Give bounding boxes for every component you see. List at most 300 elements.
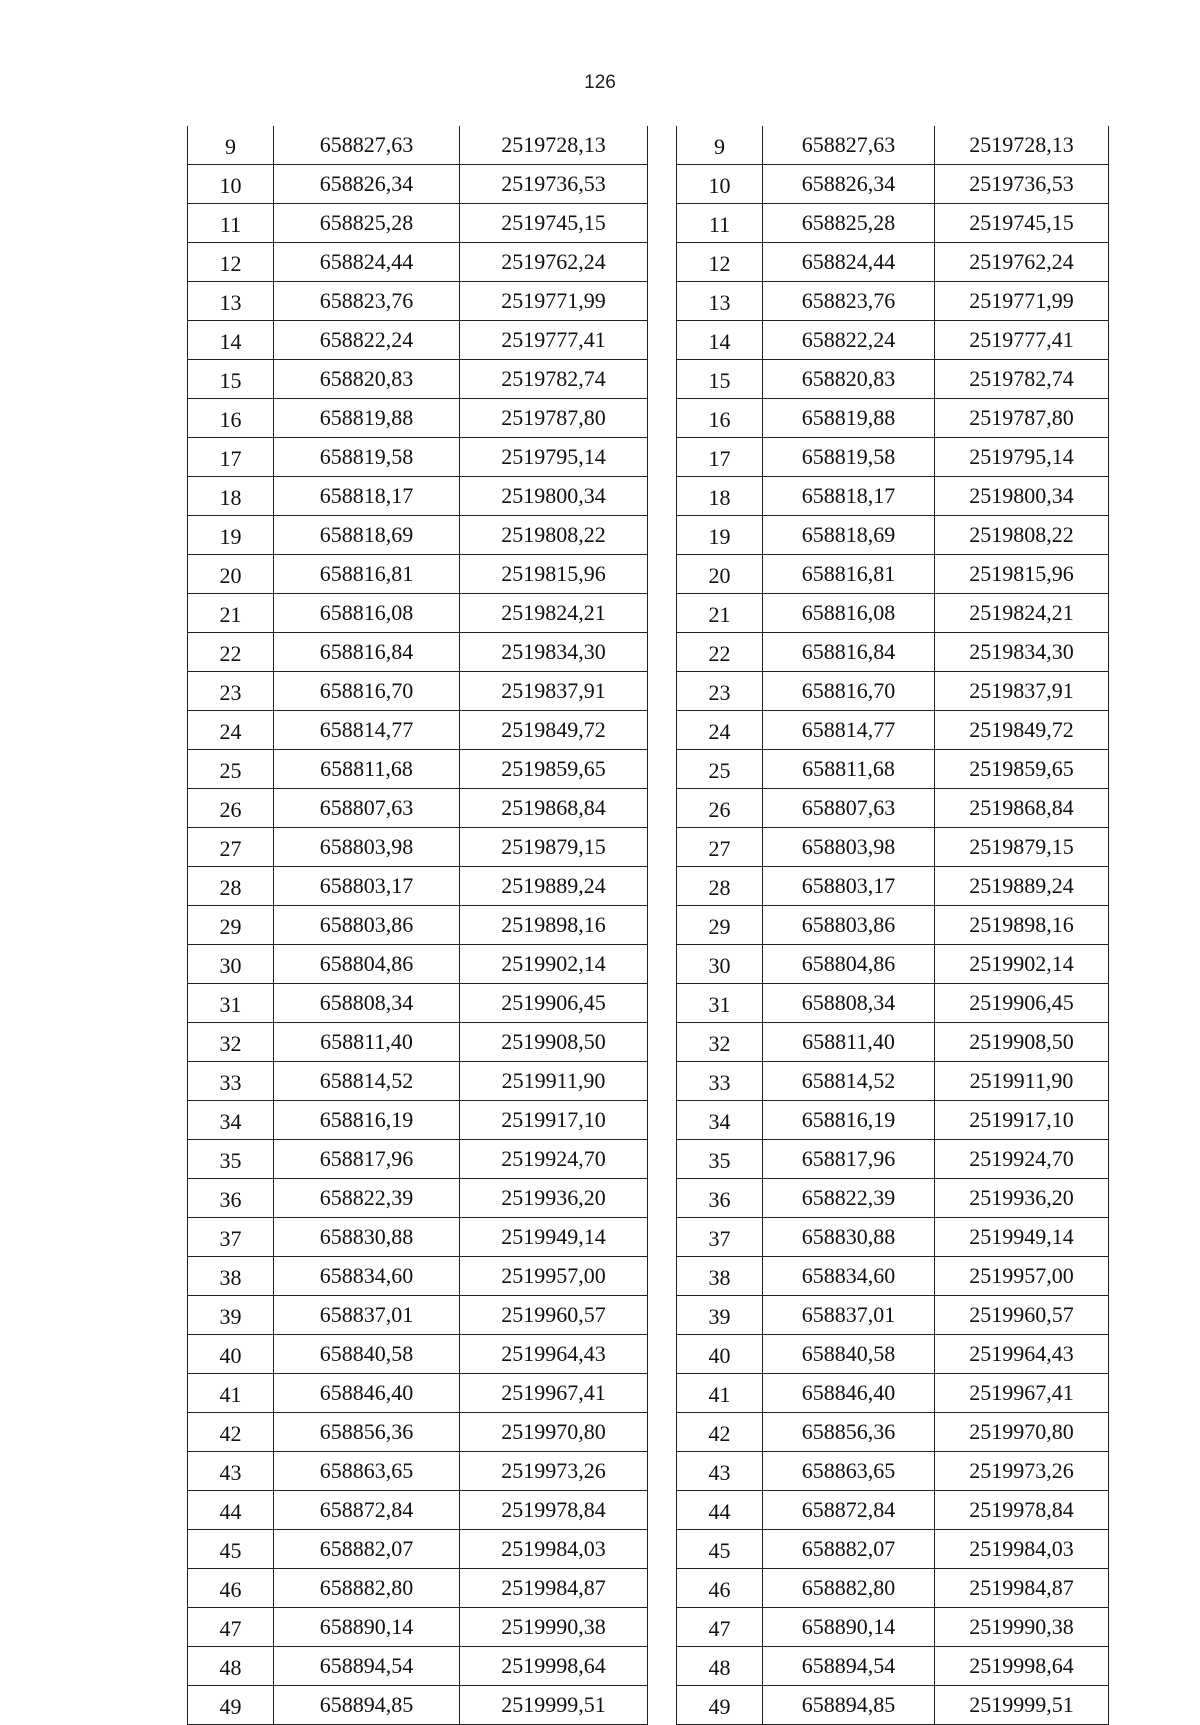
y-coordinate-cell: 2519949,14 — [935, 1218, 1109, 1257]
point-number-cell: 25 — [677, 750, 763, 789]
table-row — [677, 1374, 1109, 1413]
point-number-cell: 32 — [188, 1023, 274, 1062]
x-coordinate-cell: 658825,28 — [763, 204, 935, 243]
y-coordinate-cell: 2519834,30 — [460, 633, 648, 672]
point-number-cell: 20 — [188, 555, 274, 594]
point-number-cell: 30 — [677, 945, 763, 984]
point-number-cell: 9 — [188, 126, 274, 165]
table-row — [188, 711, 648, 750]
table-row — [188, 1374, 648, 1413]
y-coordinate-cell: 2519967,41 — [935, 1374, 1109, 1413]
point-number-cell: 45 — [188, 1530, 274, 1569]
table-row — [677, 282, 1109, 321]
table-row — [188, 945, 648, 984]
point-number-cell: 48 — [677, 1647, 763, 1686]
x-coordinate-cell: 658803,17 — [274, 867, 460, 906]
point-number-cell: 47 — [677, 1608, 763, 1647]
y-coordinate-cell: 2519736,53 — [460, 165, 648, 204]
y-coordinate-cell: 2519815,96 — [460, 555, 648, 594]
point-number-cell: 45 — [677, 1530, 763, 1569]
point-number-cell: 49 — [677, 1686, 763, 1725]
y-coordinate-cell: 2519800,34 — [460, 477, 648, 516]
table-row — [677, 516, 1109, 555]
table-row — [188, 984, 648, 1023]
x-coordinate-cell: 658822,24 — [274, 321, 460, 360]
x-coordinate-cell: 658840,58 — [763, 1335, 935, 1374]
point-number-cell: 12 — [188, 243, 274, 282]
table-row — [188, 1296, 648, 1335]
y-coordinate-cell: 2519984,03 — [935, 1530, 1109, 1569]
x-coordinate-cell: 658882,80 — [763, 1569, 935, 1608]
table-row — [677, 321, 1109, 360]
point-number-cell: 46 — [677, 1569, 763, 1608]
table-row — [188, 1569, 648, 1608]
table-row — [188, 750, 648, 789]
x-coordinate-cell: 658826,34 — [274, 165, 460, 204]
point-number-cell: 18 — [677, 477, 763, 516]
table-row — [188, 399, 648, 438]
x-coordinate-cell: 658823,76 — [763, 282, 935, 321]
y-coordinate-cell: 2519902,14 — [935, 945, 1109, 984]
point-number-cell: 12 — [677, 243, 763, 282]
y-coordinate-cell: 2519924,70 — [460, 1140, 648, 1179]
point-number-cell: 40 — [188, 1335, 274, 1374]
x-coordinate-cell: 658814,52 — [274, 1062, 460, 1101]
x-coordinate-cell: 658803,98 — [763, 828, 935, 867]
x-coordinate-cell: 658822,39 — [763, 1179, 935, 1218]
x-coordinate-cell: 658826,34 — [763, 165, 935, 204]
point-number-cell: 26 — [188, 789, 274, 828]
x-coordinate-cell: 658882,80 — [274, 1569, 460, 1608]
table-row — [677, 360, 1109, 399]
table-row — [677, 126, 1109, 165]
point-number-cell: 27 — [188, 828, 274, 867]
x-coordinate-cell: 658863,65 — [763, 1452, 935, 1491]
y-coordinate-cell: 2519815,96 — [935, 555, 1109, 594]
x-coordinate-cell: 658816,19 — [763, 1101, 935, 1140]
x-coordinate-cell: 658814,52 — [763, 1062, 935, 1101]
y-coordinate-cell: 2519777,41 — [935, 321, 1109, 360]
y-coordinate-cell: 2519957,00 — [460, 1257, 648, 1296]
point-number-cell: 13 — [677, 282, 763, 321]
y-coordinate-cell: 2519868,84 — [935, 789, 1109, 828]
x-coordinate-cell: 658822,24 — [763, 321, 935, 360]
table-row — [188, 1686, 648, 1725]
y-coordinate-cell: 2519908,50 — [460, 1023, 648, 1062]
x-coordinate-cell: 658816,84 — [274, 633, 460, 672]
x-coordinate-cell: 658814,77 — [763, 711, 935, 750]
point-number-cell: 17 — [188, 438, 274, 477]
point-number-cell: 23 — [677, 672, 763, 711]
table-row — [188, 633, 648, 672]
y-coordinate-cell: 2519762,24 — [460, 243, 648, 282]
y-coordinate-cell: 2519990,38 — [935, 1608, 1109, 1647]
table-row — [677, 1140, 1109, 1179]
x-coordinate-cell: 658820,83 — [763, 360, 935, 399]
y-coordinate-cell: 2519924,70 — [935, 1140, 1109, 1179]
table-row — [188, 1218, 648, 1257]
table-row — [188, 477, 648, 516]
table-row — [677, 165, 1109, 204]
x-coordinate-cell: 658827,63 — [274, 126, 460, 165]
y-coordinate-cell: 2519984,87 — [935, 1569, 1109, 1608]
table-row — [188, 789, 648, 828]
y-coordinate-cell: 2519824,21 — [935, 594, 1109, 633]
y-coordinate-cell: 2519868,84 — [460, 789, 648, 828]
y-coordinate-cell: 2519906,45 — [935, 984, 1109, 1023]
x-coordinate-cell: 658837,01 — [274, 1296, 460, 1335]
point-number-cell: 34 — [677, 1101, 763, 1140]
point-number-cell: 32 — [677, 1023, 763, 1062]
point-number-cell: 16 — [677, 399, 763, 438]
y-coordinate-cell: 2519849,72 — [935, 711, 1109, 750]
point-number-cell: 39 — [677, 1296, 763, 1335]
y-coordinate-cell: 2519984,87 — [460, 1569, 648, 1608]
point-number-cell: 29 — [677, 906, 763, 945]
x-coordinate-cell: 658824,44 — [274, 243, 460, 282]
point-number-cell: 21 — [677, 594, 763, 633]
y-coordinate-cell: 2519898,16 — [935, 906, 1109, 945]
table-row — [677, 594, 1109, 633]
table-row — [188, 1530, 648, 1569]
table-row — [677, 1062, 1109, 1101]
point-number-cell: 46 — [188, 1569, 274, 1608]
point-number-cell: 47 — [188, 1608, 274, 1647]
table-row — [188, 1491, 648, 1530]
y-coordinate-cell: 2519964,43 — [935, 1335, 1109, 1374]
table-row — [188, 672, 648, 711]
y-coordinate-cell: 2519998,64 — [460, 1647, 648, 1686]
y-coordinate-cell: 2519824,21 — [460, 594, 648, 633]
point-number-cell: 26 — [677, 789, 763, 828]
coordinates-table-left — [187, 126, 648, 1725]
y-coordinate-cell: 2519967,41 — [460, 1374, 648, 1413]
table-row — [188, 1023, 648, 1062]
point-number-cell: 21 — [188, 594, 274, 633]
x-coordinate-cell: 658863,65 — [274, 1452, 460, 1491]
table-row — [677, 672, 1109, 711]
table-row — [188, 828, 648, 867]
y-coordinate-cell: 2519834,30 — [935, 633, 1109, 672]
point-number-cell: 11 — [188, 204, 274, 243]
table-row — [677, 243, 1109, 282]
x-coordinate-cell: 658807,63 — [274, 789, 460, 828]
x-coordinate-cell: 658882,07 — [763, 1530, 935, 1569]
y-coordinate-cell: 2519889,24 — [460, 867, 648, 906]
table-row — [677, 1608, 1109, 1647]
table-row — [677, 1569, 1109, 1608]
point-number-cell: 19 — [677, 516, 763, 555]
x-coordinate-cell: 658817,96 — [274, 1140, 460, 1179]
point-number-cell: 19 — [188, 516, 274, 555]
x-coordinate-cell: 658811,68 — [274, 750, 460, 789]
table-row — [188, 867, 648, 906]
table-row — [677, 1101, 1109, 1140]
x-coordinate-cell: 658840,58 — [274, 1335, 460, 1374]
point-number-cell: 11 — [677, 204, 763, 243]
table-row — [188, 1140, 648, 1179]
table-row — [188, 126, 648, 165]
x-coordinate-cell: 658811,68 — [763, 750, 935, 789]
point-number-cell: 40 — [677, 1335, 763, 1374]
point-number-cell: 15 — [188, 360, 274, 399]
y-coordinate-cell: 2519990,38 — [460, 1608, 648, 1647]
table-row — [188, 243, 648, 282]
y-coordinate-cell: 2519745,15 — [460, 204, 648, 243]
y-coordinate-cell: 2519837,91 — [460, 672, 648, 711]
x-coordinate-cell: 658816,84 — [763, 633, 935, 672]
y-coordinate-cell: 2519998,64 — [935, 1647, 1109, 1686]
table-row — [677, 828, 1109, 867]
y-coordinate-cell: 2519908,50 — [935, 1023, 1109, 1062]
x-coordinate-cell: 658819,88 — [763, 399, 935, 438]
y-coordinate-cell: 2519859,65 — [460, 750, 648, 789]
x-coordinate-cell: 658803,17 — [763, 867, 935, 906]
table-row — [188, 555, 648, 594]
table-row — [677, 1491, 1109, 1530]
point-number-cell: 31 — [188, 984, 274, 1023]
point-number-cell: 36 — [677, 1179, 763, 1218]
y-coordinate-cell: 2519745,15 — [935, 204, 1109, 243]
x-coordinate-cell: 658830,88 — [274, 1218, 460, 1257]
point-number-cell: 23 — [188, 672, 274, 711]
point-number-cell: 48 — [188, 1647, 274, 1686]
table-row — [188, 1062, 648, 1101]
point-number-cell: 24 — [188, 711, 274, 750]
x-coordinate-cell: 658807,63 — [763, 789, 935, 828]
table-row — [188, 594, 648, 633]
table-row — [677, 945, 1109, 984]
x-coordinate-cell: 658856,36 — [274, 1413, 460, 1452]
y-coordinate-cell: 2519917,10 — [460, 1101, 648, 1140]
y-coordinate-cell: 2519911,90 — [935, 1062, 1109, 1101]
y-coordinate-cell: 2519782,74 — [935, 360, 1109, 399]
x-coordinate-cell: 658834,60 — [274, 1257, 460, 1296]
point-number-cell: 38 — [677, 1257, 763, 1296]
table-row — [677, 477, 1109, 516]
x-coordinate-cell: 658819,88 — [274, 399, 460, 438]
point-number-cell: 38 — [188, 1257, 274, 1296]
y-coordinate-cell: 2519898,16 — [460, 906, 648, 945]
table-row — [188, 516, 648, 555]
x-coordinate-cell: 658890,14 — [763, 1608, 935, 1647]
point-number-cell: 27 — [677, 828, 763, 867]
table-row — [188, 204, 648, 243]
y-coordinate-cell: 2519978,84 — [935, 1491, 1109, 1530]
y-coordinate-cell: 2519957,00 — [935, 1257, 1109, 1296]
x-coordinate-cell: 658808,34 — [274, 984, 460, 1023]
y-coordinate-cell: 2519837,91 — [935, 672, 1109, 711]
y-coordinate-cell: 2519906,45 — [460, 984, 648, 1023]
y-coordinate-cell: 2519973,26 — [460, 1452, 648, 1491]
x-coordinate-cell: 658894,54 — [763, 1647, 935, 1686]
point-number-cell: 44 — [188, 1491, 274, 1530]
x-coordinate-cell: 658816,08 — [274, 594, 460, 633]
table-row — [677, 1647, 1109, 1686]
table-row — [677, 1296, 1109, 1335]
x-coordinate-cell: 658816,81 — [274, 555, 460, 594]
y-coordinate-cell: 2519949,14 — [460, 1218, 648, 1257]
x-coordinate-cell: 658834,60 — [763, 1257, 935, 1296]
point-number-cell: 36 — [188, 1179, 274, 1218]
y-coordinate-cell: 2519771,99 — [460, 282, 648, 321]
point-number-cell: 41 — [677, 1374, 763, 1413]
point-number-cell: 13 — [188, 282, 274, 321]
y-coordinate-cell: 2519999,51 — [935, 1686, 1109, 1725]
x-coordinate-cell: 658822,39 — [274, 1179, 460, 1218]
point-number-cell: 33 — [677, 1062, 763, 1101]
point-number-cell: 34 — [188, 1101, 274, 1140]
point-number-cell: 16 — [188, 399, 274, 438]
x-coordinate-cell: 658872,84 — [763, 1491, 935, 1530]
table-row — [677, 711, 1109, 750]
y-coordinate-cell: 2519960,57 — [460, 1296, 648, 1335]
coordinates-table-right — [676, 126, 1109, 1725]
point-number-cell: 10 — [677, 165, 763, 204]
point-number-cell: 22 — [188, 633, 274, 672]
table-row — [677, 204, 1109, 243]
point-number-cell: 41 — [188, 1374, 274, 1413]
x-coordinate-cell: 658803,98 — [274, 828, 460, 867]
point-number-cell: 44 — [677, 1491, 763, 1530]
x-coordinate-cell: 658882,07 — [274, 1530, 460, 1569]
table-row — [677, 867, 1109, 906]
table-row — [188, 906, 648, 945]
point-number-cell: 39 — [188, 1296, 274, 1335]
point-number-cell: 24 — [677, 711, 763, 750]
y-coordinate-cell: 2519795,14 — [935, 438, 1109, 477]
table-row — [188, 360, 648, 399]
table-row — [677, 1686, 1109, 1725]
table-row — [677, 906, 1109, 945]
y-coordinate-cell: 2519889,24 — [935, 867, 1109, 906]
page-number: 126 — [584, 72, 616, 93]
x-coordinate-cell: 658894,85 — [274, 1686, 460, 1725]
table-row — [677, 1218, 1109, 1257]
table-row — [188, 321, 648, 360]
point-number-cell: 35 — [677, 1140, 763, 1179]
table-row — [677, 1335, 1109, 1374]
x-coordinate-cell: 658816,81 — [763, 555, 935, 594]
x-coordinate-cell: 658818,69 — [274, 516, 460, 555]
y-coordinate-cell: 2519771,99 — [935, 282, 1109, 321]
table-row — [188, 1452, 648, 1491]
table-row — [188, 165, 648, 204]
y-coordinate-cell: 2519999,51 — [460, 1686, 648, 1725]
x-coordinate-cell: 658846,40 — [763, 1374, 935, 1413]
x-coordinate-cell: 658811,40 — [763, 1023, 935, 1062]
point-number-cell: 28 — [188, 867, 274, 906]
y-coordinate-cell: 2519970,80 — [935, 1413, 1109, 1452]
table-row — [677, 1530, 1109, 1569]
y-coordinate-cell: 2519973,26 — [935, 1452, 1109, 1491]
x-coordinate-cell: 658814,77 — [274, 711, 460, 750]
table-row — [677, 789, 1109, 828]
y-coordinate-cell: 2519787,80 — [460, 399, 648, 438]
point-number-cell: 42 — [677, 1413, 763, 1452]
point-number-cell: 15 — [677, 360, 763, 399]
x-coordinate-cell: 658846,40 — [274, 1374, 460, 1413]
y-coordinate-cell: 2519728,13 — [460, 126, 648, 165]
point-number-cell: 30 — [188, 945, 274, 984]
table-row — [188, 1335, 648, 1374]
table-row — [677, 984, 1109, 1023]
x-coordinate-cell: 658830,88 — [763, 1218, 935, 1257]
table-row — [677, 1452, 1109, 1491]
x-coordinate-cell: 658803,86 — [763, 906, 935, 945]
x-coordinate-cell: 658817,96 — [763, 1140, 935, 1179]
table-row — [188, 1608, 648, 1647]
point-number-cell: 49 — [188, 1686, 274, 1725]
point-number-cell: 9 — [677, 126, 763, 165]
y-coordinate-cell: 2519964,43 — [460, 1335, 648, 1374]
table-row — [677, 1413, 1109, 1452]
y-coordinate-cell: 2519936,20 — [460, 1179, 648, 1218]
point-number-cell: 31 — [677, 984, 763, 1023]
x-coordinate-cell: 658825,28 — [274, 204, 460, 243]
table-row — [677, 555, 1109, 594]
x-coordinate-cell: 658816,70 — [763, 672, 935, 711]
table-row — [677, 399, 1109, 438]
x-coordinate-cell: 658804,86 — [763, 945, 935, 984]
x-coordinate-cell: 658820,83 — [274, 360, 460, 399]
y-coordinate-cell: 2519970,80 — [460, 1413, 648, 1452]
table-row — [188, 1179, 648, 1218]
point-number-cell: 43 — [188, 1452, 274, 1491]
x-coordinate-cell: 658827,63 — [763, 126, 935, 165]
x-coordinate-cell: 658894,85 — [763, 1686, 935, 1725]
x-coordinate-cell: 658819,58 — [274, 438, 460, 477]
point-number-cell: 29 — [188, 906, 274, 945]
x-coordinate-cell: 658818,69 — [763, 516, 935, 555]
table-row — [677, 633, 1109, 672]
y-coordinate-cell: 2519728,13 — [935, 126, 1109, 165]
x-coordinate-cell: 658837,01 — [763, 1296, 935, 1335]
point-number-cell: 22 — [677, 633, 763, 672]
x-coordinate-cell: 658824,44 — [763, 243, 935, 282]
table-row — [677, 750, 1109, 789]
y-coordinate-cell: 2519911,90 — [460, 1062, 648, 1101]
y-coordinate-cell: 2519917,10 — [935, 1101, 1109, 1140]
y-coordinate-cell: 2519808,22 — [460, 516, 648, 555]
y-coordinate-cell: 2519879,15 — [460, 828, 648, 867]
table-row — [188, 1413, 648, 1452]
x-coordinate-cell: 658818,17 — [763, 477, 935, 516]
point-number-cell: 33 — [188, 1062, 274, 1101]
table-row — [188, 1647, 648, 1686]
point-number-cell: 35 — [188, 1140, 274, 1179]
table-row — [188, 438, 648, 477]
x-coordinate-cell: 658816,19 — [274, 1101, 460, 1140]
table-row — [677, 1023, 1109, 1062]
table-row — [677, 1257, 1109, 1296]
x-coordinate-cell: 658816,08 — [763, 594, 935, 633]
x-coordinate-cell: 658856,36 — [763, 1413, 935, 1452]
x-coordinate-cell: 658816,70 — [274, 672, 460, 711]
point-number-cell: 25 — [188, 750, 274, 789]
y-coordinate-cell: 2519936,20 — [935, 1179, 1109, 1218]
x-coordinate-cell: 658818,17 — [274, 477, 460, 516]
y-coordinate-cell: 2519762,24 — [935, 243, 1109, 282]
table-row — [188, 282, 648, 321]
table-row — [188, 1101, 648, 1140]
y-coordinate-cell: 2519984,03 — [460, 1530, 648, 1569]
y-coordinate-cell: 2519782,74 — [460, 360, 648, 399]
x-coordinate-cell: 658894,54 — [274, 1647, 460, 1686]
x-coordinate-cell: 658823,76 — [274, 282, 460, 321]
y-coordinate-cell: 2519849,72 — [460, 711, 648, 750]
y-coordinate-cell: 2519879,15 — [935, 828, 1109, 867]
